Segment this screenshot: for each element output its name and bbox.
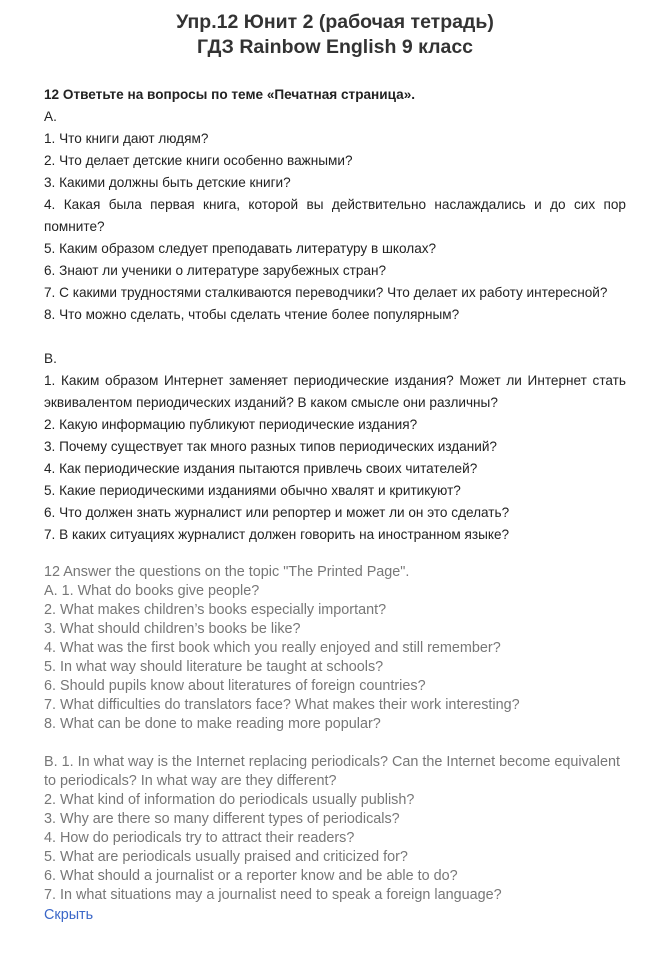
english-question-a3: 3. What should children’s books be like?: [44, 621, 301, 637]
section-spacer: [44, 326, 626, 348]
russian-question-b3: 3. Почему существует так много разных типов периодических изданий?: [44, 439, 497, 454]
english-question-a1: A. 1. What do books give people?: [44, 583, 260, 599]
title-line-1: Упр.12 Юнит 2 (рабочая тетрадь): [176, 11, 494, 33]
russian-question-a8: 8. Что можно сделать, чтобы сделать чтение более популярным?: [44, 307, 460, 322]
page-content: [44, 10, 626, 925]
english-question-b6: 6. What should a journalist or a reporter know and be able to do?: [44, 868, 458, 884]
russian-question-b2: 2. Какую информацию публикуют периодические издания?: [44, 417, 418, 432]
russian-question-a6: 6. Знают ли ученики о литературе зарубежных стран?: [44, 263, 387, 278]
russian-section-a-label: A.: [44, 109, 57, 124]
russian-question-a4: 4. Какая была первая книга, которой вы действительно наслаждались и до сих пор помните?: [44, 197, 626, 234]
russian-question-b6: 6. Что должен знать журналист или репортер и может ли он это сделать?: [44, 505, 510, 520]
page-title: [44, 10, 626, 60]
english-heading: 12 Answer the questions on the topic "The Printed Page".: [44, 564, 410, 580]
english-question-a2: 2. What makes children’s books especially important?: [44, 602, 387, 618]
english-question-b3: 3. Why are there so many different types of periodicals?: [44, 811, 400, 827]
russian-heading: 12 Ответьте на вопросы по теме «Печатная страница».: [44, 87, 416, 102]
russian-question-a1: 1. Что книги дают людям?: [44, 131, 209, 146]
english-question-a5: 5. In what way should literature be taught at schools?: [44, 659, 384, 675]
english-question-b4: 4. How do periodicals try to attract their readers?: [44, 830, 355, 846]
russian-section-b-label: B.: [44, 351, 57, 366]
russian-question-b4: 4. Как периодические издания пытаются привлечь своих читателей?: [44, 461, 478, 476]
hide-link[interactable]: Скрыть: [44, 907, 94, 923]
english-question-a8: 8. What can be done to make reading more popular?: [44, 716, 381, 732]
english-question-b7: 7. In what situations may a journalist need to speak a foreign language?: [44, 887, 502, 903]
russian-question-a7: 7. С какими трудностями сталкиваются переводчики? Что делает их работу интересной?: [44, 285, 608, 300]
russian-question-b1: 1. Каким образом Интернет заменяет периодические издания? Может ли Интернет стать эквивалентом периодических изданий? В каком смысле они различны?: [44, 373, 626, 410]
english-question-a7: 7. What difficulties do translators face? What makes their work interesting?: [44, 697, 520, 713]
english-question-b5: 5. What are periodicals usually praised and criticized for?: [44, 849, 408, 865]
english-question-a4: 4. What was the first book which you really enjoyed and still remember?: [44, 640, 501, 656]
english-question-b1: B. 1. In what way is the Internet replacing periodicals? Can the Internet become equivalent to periodicals? In what way are they different?: [44, 754, 620, 789]
english-question-a6: 6. Should pupils know about literatures of foreign countries?: [44, 678, 426, 694]
english-original: [44, 563, 626, 925]
title-line-2: ГДЗ Rainbow English 9 класс: [196, 36, 474, 58]
russian-question-a3: 3. Какими должны быть детские книги?: [44, 175, 291, 190]
russian-question-a2: 2. Что делает детские книги особенно важными?: [44, 153, 353, 168]
russian-question-b7: 7. В каких ситуациях журналист должен говорить на иностранном языке?: [44, 527, 510, 542]
russian-question-a5: 5. Каким образом следует преподавать литературу в школах?: [44, 241, 437, 256]
russian-question-b5: 5. Какие периодическими изданиями обычно хвалят и критикуют?: [44, 483, 461, 498]
russian-translation: [44, 84, 626, 546]
english-question-b2: 2. What kind of information do periodicals usually publish?: [44, 792, 415, 808]
section-spacer: [44, 734, 626, 753]
